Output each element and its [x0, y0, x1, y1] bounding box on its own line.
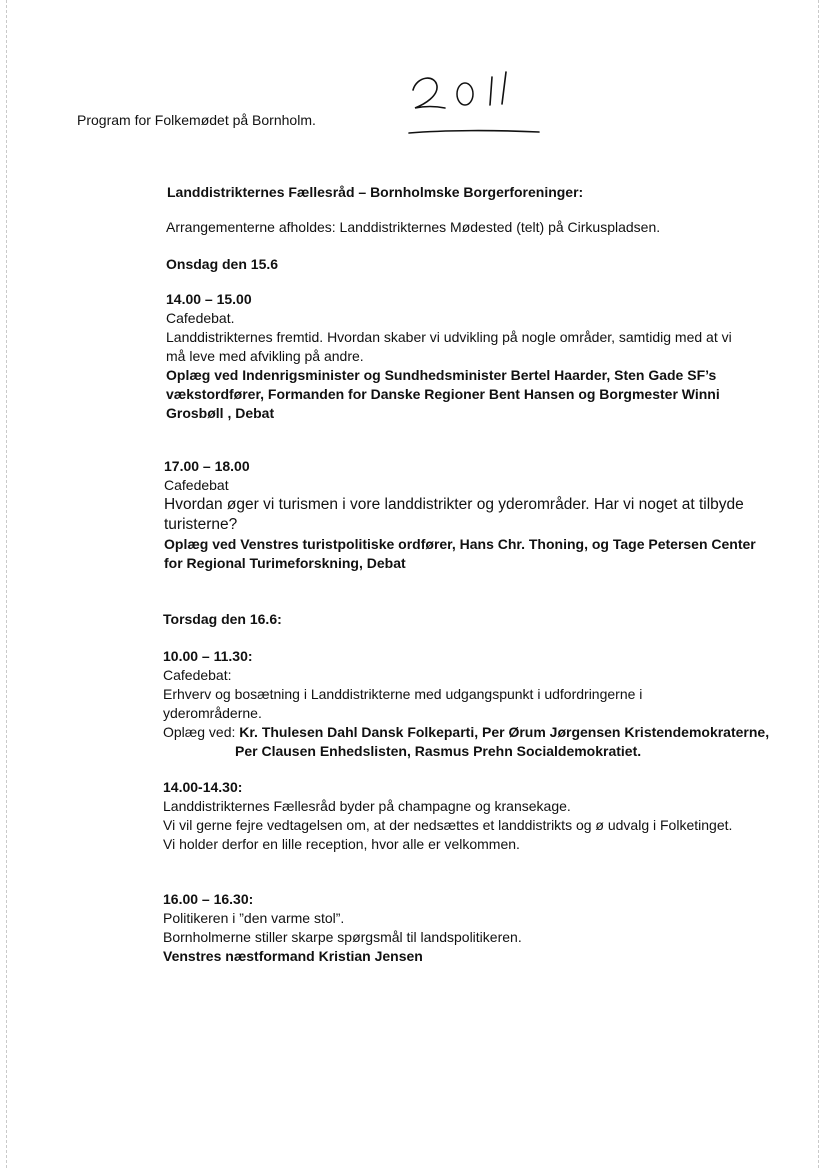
speakers-label: Oplæg ved:: [163, 724, 236, 740]
event-time: 14.00-14.30:: [163, 779, 243, 795]
event-description: Landdistrikternes Fællesråd byder på champagne og kransekage.: [163, 798, 571, 814]
day2-title: Torsdag den 16.6:: [163, 611, 282, 627]
event-description: Politikeren i ”den varme stol”.: [163, 910, 345, 926]
event-description: Bornholmerne stiller skarpe spørgsmål til landspolitikeren.: [163, 929, 522, 945]
organizer-heading: Landdistrikternes Fællesråd – Bornholmske Borgerforeninger:: [167, 184, 584, 200]
day2-event2: [163, 778, 732, 854]
event-speakers-row: [163, 723, 769, 742]
day2-event1: [163, 647, 769, 761]
event-speakers: Kr. Thulesen Dahl Dansk Folkeparti, Per Ørum Jørgensen Kristendemokraterne,: [239, 724, 770, 740]
event-type: Cafedebat.: [166, 310, 235, 326]
event-time: 14.00 – 15.00: [166, 291, 252, 307]
event-description: Vi holder derfor en lille reception, hvor alle er velkommen.: [163, 836, 520, 852]
event-time: 16.00 – 16.30:: [163, 891, 254, 907]
event-time: 17.00 – 18.00: [164, 458, 250, 474]
handwritten-year-drawing: [405, 60, 545, 145]
event-type: Cafedebat: [164, 477, 229, 493]
event-type: Cafedebat:: [163, 667, 232, 683]
day1-event1: [166, 290, 732, 423]
day1-event2: [164, 457, 756, 573]
event-speakers: vækstordfører, Formanden for Danske Regioner Bent Hansen og Borgmester Winni: [166, 386, 720, 402]
event-speakers: Grosbøll , Debat: [166, 405, 275, 421]
event-description: Landdistrikternes fremtid. Hvordan skaber vi udvikling på nogle områder, samtidig med at vi: [166, 329, 732, 345]
event-speakers: Per Clausen Enhedslisten, Rasmus Prehn Socialdemokratiet.: [235, 743, 642, 759]
scan-edge-right: [818, 0, 820, 1168]
event-speakers: Oplæg ved Indenrigsminister og Sundhedsminister Bertel Haarder, Sten Gade SF’s: [166, 367, 717, 383]
handwritten-year: [405, 60, 545, 145]
event-time: 10.00 – 11.30:: [163, 648, 253, 664]
event-speakers: Oplæg ved Venstres turistpolitiske ordfører, Hans Chr. Thoning, og Tage Petersen Center: [164, 536, 756, 552]
event-description: Erhverv og bosætning i Landdistrikterne med udgangspunkt i udfordringerne i: [163, 686, 643, 702]
event-speakers: for Regional Turimeforskning, Debat: [164, 555, 406, 571]
venue-line: Arrangementerne afholdes: Landdistrikternes Mødested (telt) på Cirkuspladsen.: [166, 219, 661, 235]
event-speakers: Venstres næstformand Kristian Jensen: [163, 948, 423, 964]
event-description: yderområderne.: [163, 705, 262, 721]
scan-edge-left: [6, 0, 8, 1168]
event-description: Hvordan øger vi turismen i vore landdistrikter og yderområder. Har vi noget at tilbyde: [164, 496, 744, 513]
document-header: Program for Folkemødet på Bornholm.: [77, 112, 316, 128]
event-description: turisterne?: [164, 516, 238, 533]
event-description: Vi vil gerne fejre vedtagelsen om, at der nedsættes et landdistrikts og ø udvalg i Folketinget.: [163, 817, 733, 833]
day1-title: Onsdag den 15.6: [166, 256, 279, 272]
event-description: må leve med afvikling på andre.: [166, 348, 364, 364]
day2-event3: [163, 890, 522, 966]
